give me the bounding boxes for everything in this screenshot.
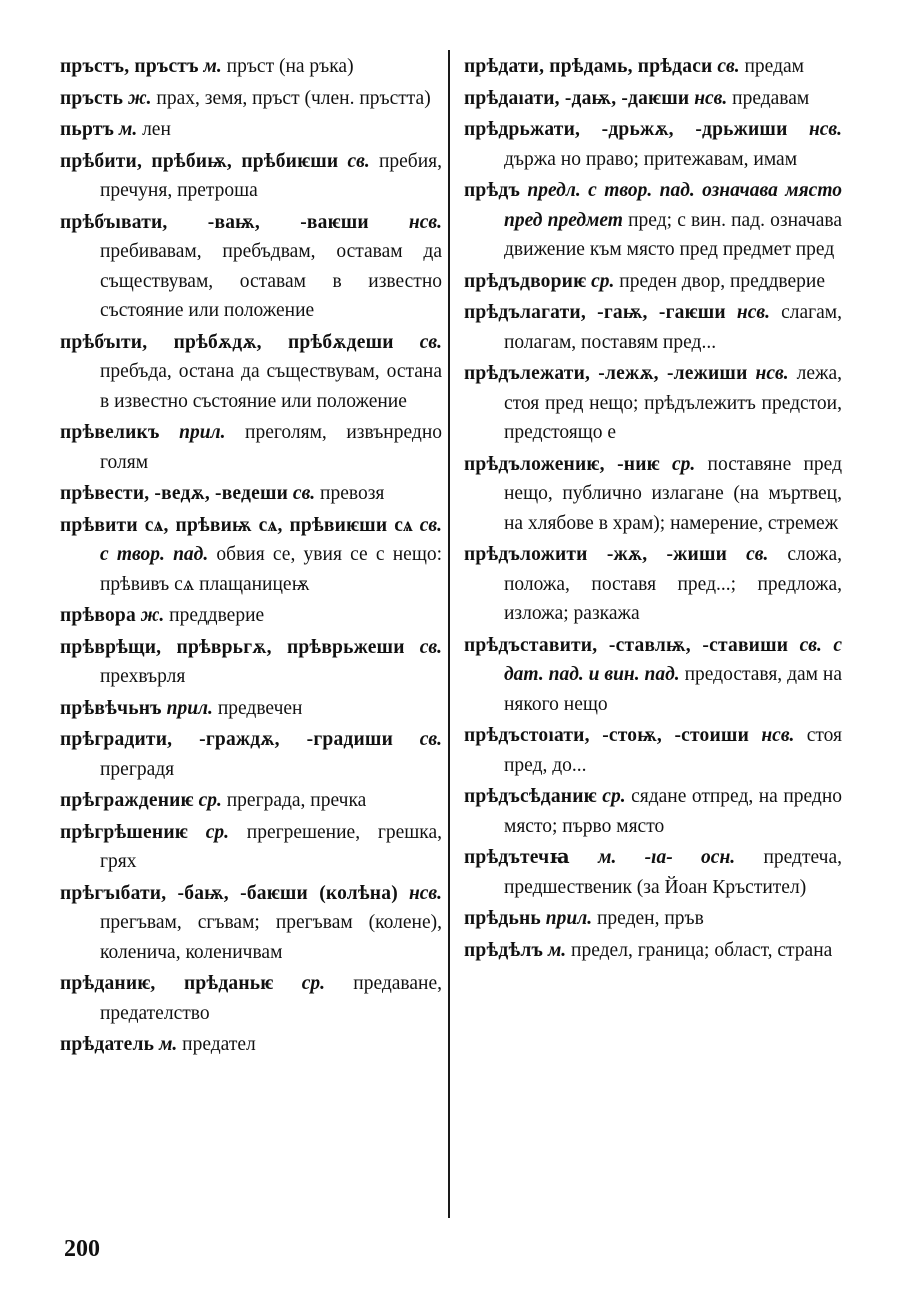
entry-grammar-label: нсв. <box>408 882 443 904</box>
entry-grammar-label: нсв. <box>694 87 728 109</box>
entry-headword: прѣгъıбати, -баѭ, -баѥши (колѣна) <box>60 882 398 904</box>
entry-grammar-label: св. с дат. пад. и вин. пад. <box>504 634 842 685</box>
entry-headword: прѣбъıти, прѣбѫдѫ, прѣбѫдеши <box>60 331 394 353</box>
entry-grammar-label: ср. <box>198 790 222 811</box>
entry-grammar-label: предл. с твор. пад. означава място пред предмет <box>504 180 842 231</box>
dictionary-entry <box>464 540 842 629</box>
entry-grammar-label: ср. <box>602 786 626 807</box>
entry-definition: обвия се, увия се с нещо: прѣвивъ сѧ плащаницеѭ <box>100 544 443 595</box>
entry-definition: прегрешение, грешка, грях <box>100 821 442 872</box>
entry-definition: слагам, полагам, поставям пред... <box>504 302 842 353</box>
entry-grammar-label: св. <box>717 56 740 77</box>
entry-definition: стоя пред, до... <box>504 725 842 776</box>
dictionary-entry <box>60 1030 442 1060</box>
entry-definition: предоставя, дам на някого нещо <box>504 664 842 715</box>
page-number: 200 <box>64 1236 100 1262</box>
dictionary-entry <box>464 84 842 114</box>
entry-headword: прѣградити, -граждѫ, -градиши <box>60 729 394 750</box>
entry-headword: прѣдатель <box>60 1034 155 1055</box>
entry-grammar-label: св. <box>292 483 316 504</box>
dictionary-entry <box>60 601 442 631</box>
entry-grammar-label: св. <box>347 150 370 172</box>
entry-grammar-label: нсв. <box>408 211 442 233</box>
entry-headword: прѣдъ <box>464 180 521 201</box>
entry-grammar-label: св. <box>419 636 442 658</box>
dictionary-entry <box>464 115 842 174</box>
entry-definition: сядане отпред, на предно място; първо място <box>504 786 843 837</box>
entry-grammar-label: нсв. <box>736 302 770 323</box>
dictionary-entry <box>60 818 442 877</box>
entry-definition: пребия, пречуня, претроша <box>100 150 443 201</box>
entry-definition: предам <box>739 56 804 77</box>
entry-definition: предвечен <box>212 697 303 719</box>
entry-grammar-label: прил. <box>179 422 226 443</box>
entry-grammar-label: ж. <box>128 87 152 109</box>
entry-definition: предтеча, предшественик (за Йоан Кръстител) <box>504 847 842 898</box>
entry-definition: прах, земя, пръст (член. пръстта) <box>151 87 431 109</box>
entry-definition: пребъда, остана да съществувам, остана в известно състояние или положение <box>100 361 442 412</box>
entry-headword: прѣдъставити, -ставлѭ, -ставиши <box>464 634 789 656</box>
entry-headword: прѣбити, прѣбиѭ, прѣбиѥши <box>60 150 339 172</box>
dictionary-entry <box>60 511 442 600</box>
entry-definition: преголям, извънредно голям <box>100 422 442 473</box>
entry-headword: прѣдъсѣданиѥ <box>464 786 597 807</box>
entry-grammar-label: м. <box>547 939 567 961</box>
dictionary-entry <box>464 176 842 265</box>
entry-grammar-label: ср. <box>591 270 615 292</box>
entry-headword: прѣвора <box>60 605 136 626</box>
entry-headword: прѣдаıати, -даѭ, -даѥши <box>464 87 690 109</box>
entry-grammar-label: ср. <box>205 821 229 843</box>
entry-definition: прегъвам, сгъвам; прегъвам (колене), коленича, коленичвам <box>100 912 442 963</box>
entry-grammar-label: нсв. <box>755 363 789 384</box>
entry-headword: прѣдътечꙗ <box>464 847 570 868</box>
entry-definition: преграда, пречка <box>221 790 367 811</box>
entry-grammar-label: м. -ıа- осн. <box>598 847 736 868</box>
entry-headword: прѣдъстоıати, -стоѭ, -стоиши <box>464 725 750 746</box>
entry-headword: прѣдълежати, -лежѫ, -лежиши <box>464 363 748 384</box>
entry-definition: лен <box>137 119 171 140</box>
entry-headword: пьртъ <box>60 119 115 140</box>
dictionary-entry <box>464 904 842 934</box>
dictionary-entry <box>464 450 842 539</box>
dictionary-entry <box>60 479 442 509</box>
entry-grammar-label: нсв. <box>761 725 795 746</box>
dictionary-entry <box>60 115 442 145</box>
entry-grammar-label: св. <box>746 544 769 565</box>
dictionary-entry <box>464 298 842 357</box>
entry-grammar-label: м. <box>118 119 138 140</box>
entry-headword: прѣдъдвориѥ <box>464 270 587 292</box>
entry-headword: прѣдълагати, -гаѭ, -гаѥши <box>464 302 726 323</box>
entry-definition: държа но право; притежавам, имам <box>504 148 798 170</box>
entry-definition: предател <box>177 1034 256 1055</box>
entry-grammar-label: ср. <box>301 973 325 994</box>
entry-headword: прѣдрьжати, -дрьжѫ, -дрьжиши <box>464 119 788 140</box>
entry-grammar-label: ср. <box>672 453 696 475</box>
entry-grammar-label: м. <box>159 1034 178 1055</box>
entry-grammar-label: св. <box>419 331 442 353</box>
entry-grammar-label: прил. <box>545 908 593 929</box>
entry-headword: прѣвеликъ <box>60 422 160 443</box>
entry-headword: прѣдъложити -жѫ, -жиши <box>464 544 728 565</box>
right-column <box>464 52 842 967</box>
entry-headword: прѣвѣчьнъ <box>60 697 162 719</box>
dictionary-entry <box>464 631 842 720</box>
dictionary-entry <box>60 879 442 968</box>
dictionary-entry <box>60 208 442 326</box>
entry-definition: поставяне пред нещо, публично излагане (на мъртвец, на хлябове в храм); намерение, стремеж <box>504 453 843 534</box>
entry-headword: пръсть <box>60 87 124 109</box>
entry-headword: прѣдѣлъ <box>464 939 544 961</box>
dictionary-entry <box>60 633 442 692</box>
entry-headword: прѣвести, -ведѫ, -ведеши <box>60 483 289 504</box>
column-divider <box>448 50 450 1218</box>
entry-definition: прехвърля <box>100 666 186 687</box>
entry-definition: пребивавам, пребъдвам, оставам да съществувам, оставам в известно състояние или положение <box>100 241 442 321</box>
entry-grammar-label: ж. <box>140 605 165 626</box>
dictionary-entry <box>60 147 442 206</box>
entry-definition: сложа, положа, поставя пред...; предложа, изложа; разкажа <box>504 544 842 624</box>
entry-definition: преддверие <box>164 605 265 626</box>
entry-grammar-label: прил. <box>166 697 213 719</box>
entry-headword: пръстъ, пръстъ <box>60 56 199 77</box>
entry-headword: прѣдати, прѣдамь, прѣдаси <box>464 56 713 77</box>
entry-headword: прѣдьнь <box>464 908 541 929</box>
entry-definition: предаване, предателство <box>100 973 443 1024</box>
entry-headword: прѣбъıвати, -ваѭ, -ваѥши <box>60 211 369 233</box>
dictionary-entry <box>60 84 442 114</box>
left-column <box>60 52 442 1062</box>
dictionary-entry <box>464 721 842 780</box>
dictionary-entry <box>60 328 442 417</box>
dictionary-entry <box>60 725 442 784</box>
entry-grammar-label: нсв. <box>808 119 843 140</box>
entry-headword: прѣграждениѥ <box>60 790 194 811</box>
entry-headword: прѣгрѣшениѥ <box>60 821 188 843</box>
dictionary-entry <box>464 267 842 297</box>
dictionary-entry <box>464 782 842 841</box>
entry-grammar-label: св. с твор. пад. <box>100 514 442 565</box>
dictionary-entry <box>464 936 842 966</box>
dictionary-entry <box>60 694 442 724</box>
dictionary-entry <box>464 52 842 82</box>
entry-headword: прѣврѣщи, прѣврьгѫ, прѣврьжеши <box>60 636 405 658</box>
entry-definition: преден двор, преддверие <box>614 270 826 292</box>
dictionary-entry <box>60 52 442 82</box>
dictionary-entry <box>464 843 842 902</box>
dictionary-entry <box>464 359 842 448</box>
dictionary-entry <box>60 969 442 1028</box>
entry-definition: преградя <box>100 758 175 780</box>
entry-headword: прѣвити сѧ, прѣвиѭ сѧ, прѣвиѥши сѧ <box>60 514 414 536</box>
entry-definition: преден, пръв <box>592 908 704 929</box>
entry-headword: прѣдъложениѥ, -ниѥ <box>464 453 660 475</box>
entry-headword: прѣданиѥ, прѣданьѥ <box>60 973 274 994</box>
entry-definition: лежа, стоя пред нещо; прѣдълежитъ предстои, предстоящо е <box>504 363 843 443</box>
entry-definition: пръст (на ръка) <box>221 56 354 77</box>
entry-definition: пред; с вин. пад. означава движение към място пред предмет пред <box>504 209 842 260</box>
entry-grammar-label: св. <box>419 729 443 750</box>
entry-grammar-label: м. <box>203 56 222 77</box>
dictionary-entry <box>60 418 442 477</box>
entry-definition: предел, граница; област, страна <box>566 939 833 961</box>
dictionary-entry <box>60 786 442 816</box>
entry-definition: превозя <box>315 483 385 504</box>
entry-definition: предавам <box>727 87 810 109</box>
